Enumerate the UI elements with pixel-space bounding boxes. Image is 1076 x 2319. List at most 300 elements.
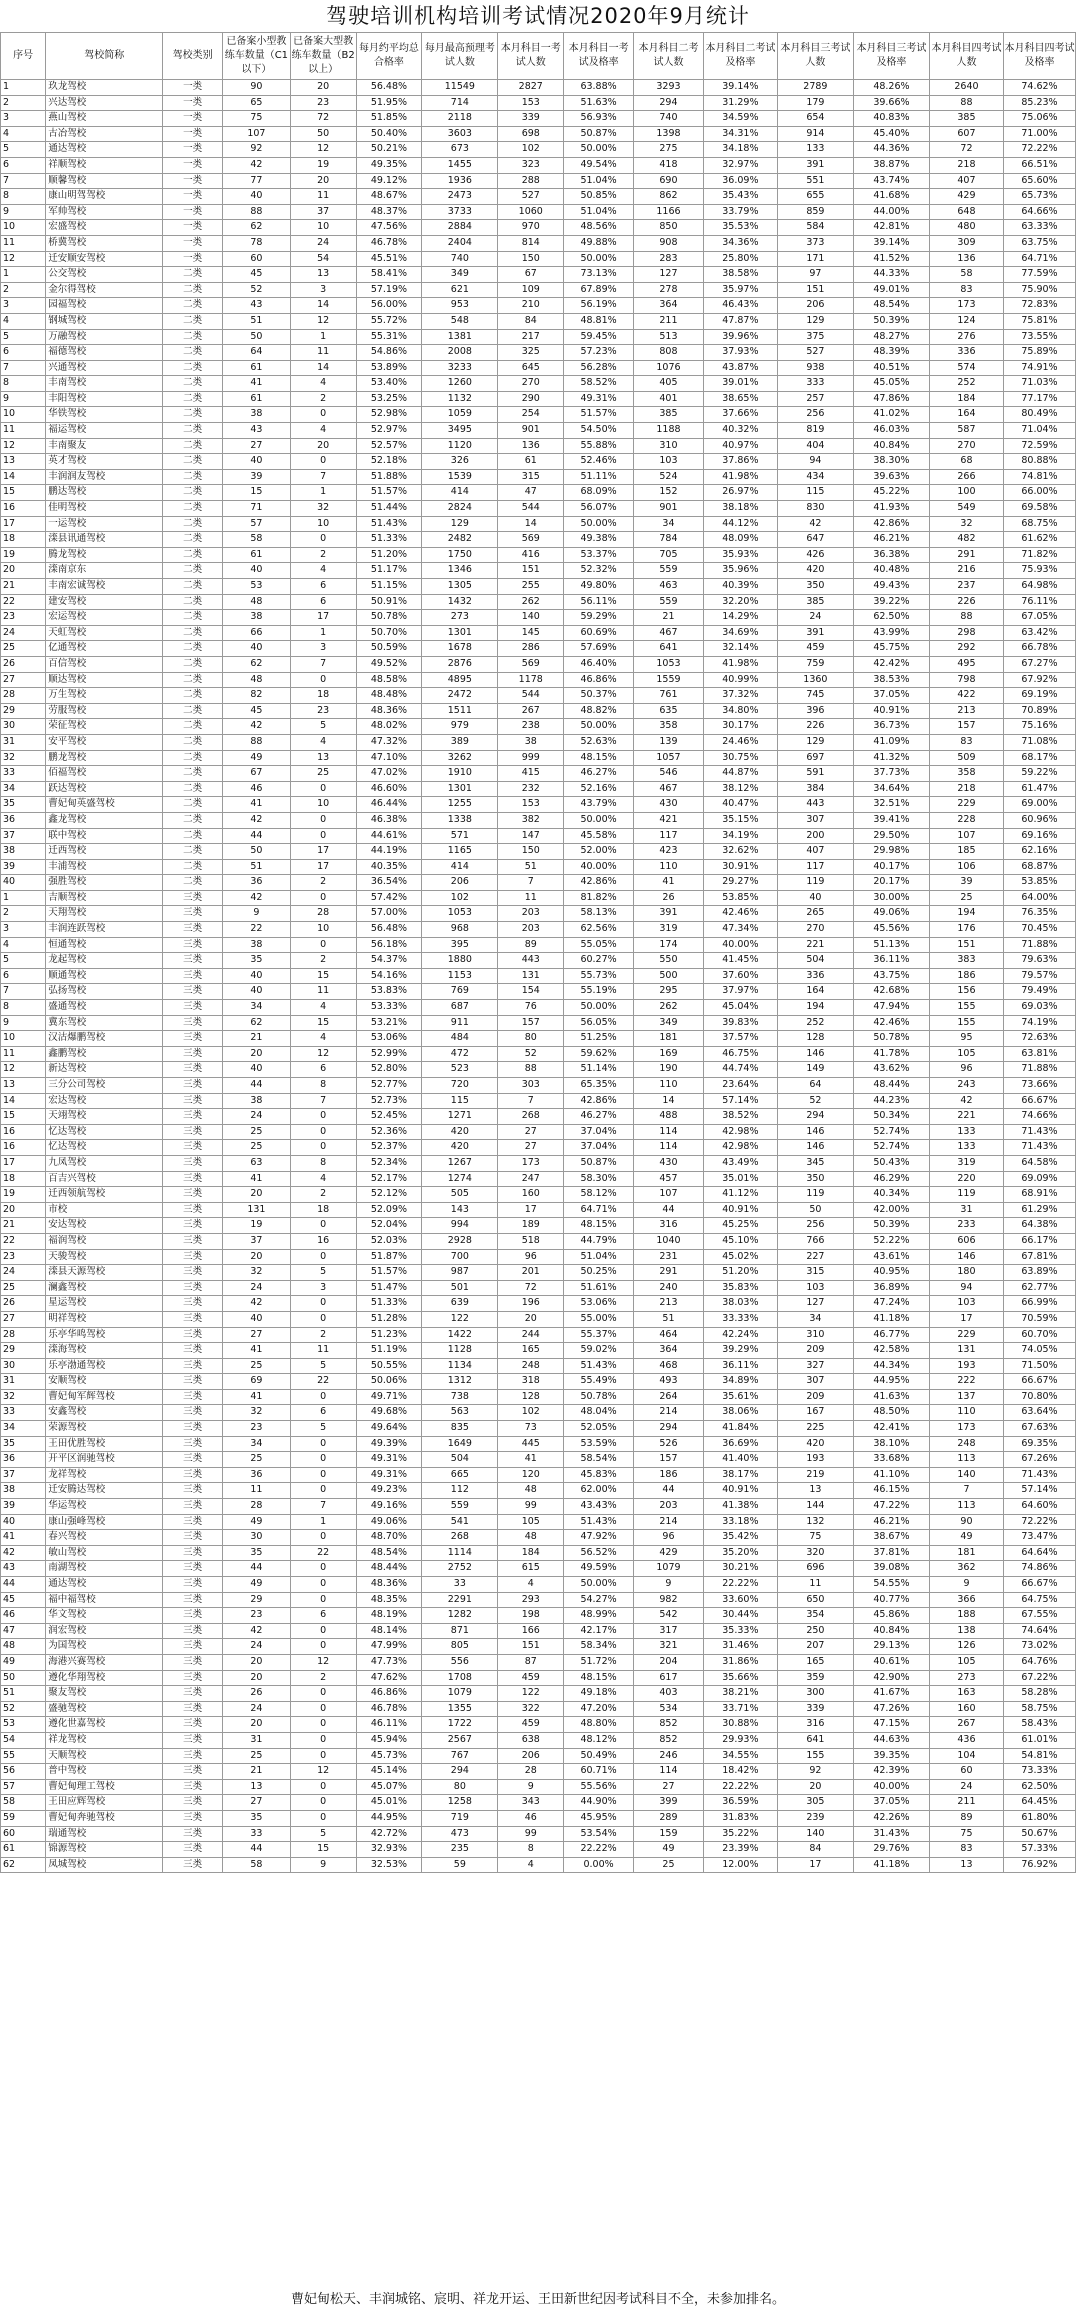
table-cell: 22.22% [703,1779,777,1795]
table-cell: 77 [222,173,290,189]
table-cell: 兴达驾校 [46,95,163,111]
table-cell: 50.00% [564,516,634,532]
table-cell: 滦县天源驾校 [46,1265,163,1281]
table-cell: 151 [777,282,853,298]
table-cell: 48.44% [853,1078,929,1094]
table-cell: 55.56% [564,1779,634,1795]
table-cell: 354 [777,1608,853,1624]
table-cell: 华运驾校 [46,1499,163,1515]
table-cell: 254 [498,407,564,423]
table-cell: 49.31% [356,1452,422,1468]
table-cell: 43.75% [853,968,929,984]
table-cell: 三类 [163,984,223,1000]
table-cell: 18 [1,1171,46,1187]
table-cell: 5 [290,1265,356,1281]
table-cell: 79.57% [1003,968,1075,984]
table-row [1,828,1076,844]
table-cell: 139 [634,734,704,750]
table-cell: 77.59% [1003,267,1075,283]
table-cell: 68 [929,454,1003,470]
table-cell: 87 [498,1654,564,1670]
table-row [1,1732,1076,1748]
table-cell: 384 [777,781,853,797]
table-cell: 482 [929,532,1003,548]
table-cell: 766 [777,1233,853,1249]
table-cell: 805 [422,1639,498,1655]
table-row [1,1592,1076,1608]
table-cell: 5 [290,1421,356,1437]
table-cell: 268 [422,1530,498,1546]
table-cell: 420 [422,1140,498,1156]
table-cell: 85.23% [1003,95,1075,111]
table-cell: 48.12% [564,1732,634,1748]
table-cell: 459 [498,1717,564,1733]
table-cell: 1258 [422,1795,498,1811]
table-cell: 493 [634,1374,704,1390]
table-cell: 53.89% [356,360,422,376]
table-row [1,1093,1076,1109]
table-cell: 859 [777,204,853,220]
table-cell: 34 [634,516,704,532]
table-cell: 三类 [163,1000,223,1016]
table-cell: 13 [222,1779,290,1795]
table-cell: 38 [222,937,290,953]
table-cell: 73 [498,1421,564,1437]
table-cell: 203 [498,906,564,922]
table-cell: 150 [498,844,564,860]
table-cell: 三类 [163,1608,223,1624]
table-cell: 696 [777,1561,853,1577]
table-cell: 50.39% [853,1218,929,1234]
table-cell: 51.20% [703,1265,777,1281]
table-cell: 三类 [163,1467,223,1483]
table-cell: 1178 [498,672,564,688]
table-cell: 994 [422,1218,498,1234]
table-row [1,501,1076,517]
table-cell: 1053 [634,656,704,672]
table-cell: 336 [777,968,853,984]
table-cell: 16 [1,1124,46,1140]
table-cell: 51.28% [356,1311,422,1327]
table-cell: 559 [634,563,704,579]
table-cell: 39.41% [853,812,929,828]
table-row [1,220,1076,236]
table-cell: 350 [777,1171,853,1187]
table-cell: 二类 [163,532,223,548]
table-cell: 429 [929,189,1003,205]
table-cell: 292 [929,641,1003,657]
table-cell: 50.49% [564,1748,634,1764]
table-cell: 207 [777,1639,853,1655]
table-cell: 40.83% [853,111,929,127]
table-cell: 11 [1,1046,46,1062]
table-cell: 333 [777,376,853,392]
table-cell: 49.80% [564,579,634,595]
table-cell: 67.22% [1003,1670,1075,1686]
table-cell: 415 [498,766,564,782]
table-cell: 25 [1,641,46,657]
table-cell: 8 [1,1000,46,1016]
table-cell: 52 [498,1046,564,1062]
table-cell: 15 [222,485,290,501]
table-cell: 58.28% [1003,1686,1075,1702]
table-cell: 155 [929,1015,1003,1031]
table-cell: 二类 [163,875,223,891]
table-cell: 59.62% [564,1046,634,1062]
table-cell: 三类 [163,937,223,953]
table-cell: 0 [290,1249,356,1265]
table-cell: 46.21% [853,1514,929,1530]
table-cell: 534 [634,1701,704,1717]
table-row [1,1577,1076,1593]
table-cell: 246 [634,1748,704,1764]
table-cell: 49.38% [564,532,634,548]
table-cell: 250 [777,1623,853,1639]
table-cell: 曹妃甸军辉驾校 [46,1389,163,1405]
table-cell: 420 [777,563,853,579]
table-cell: 52.09% [356,1202,422,1218]
table-cell: 公交驾校 [46,267,163,283]
table-cell: 49.52% [356,656,422,672]
table-cell: 61.62% [1003,532,1075,548]
table-cell: 37.32% [703,688,777,704]
table-cell: 10 [290,516,356,532]
table-cell: 49.06% [853,906,929,922]
table-cell: 42.68% [853,984,929,1000]
table-cell: 46 [1,1608,46,1624]
table-cell: 75.06% [1003,111,1075,127]
table-cell: 35.22% [703,1826,777,1842]
table-cell: 11 [290,984,356,1000]
table-cell: 51 [222,859,290,875]
table-cell: 88 [498,1062,564,1078]
table-cell: 忆达驾校 [46,1140,163,1156]
table-cell: 58 [929,267,1003,283]
table-cell: 49.59% [564,1561,634,1577]
table-cell: 35 [222,953,290,969]
table-cell: 67 [498,267,564,283]
table-cell: 1432 [422,594,498,610]
table-cell: 51 [634,1311,704,1327]
table-cell: 华铁驾校 [46,407,163,423]
table-cell: 798 [929,672,1003,688]
table-cell: 243 [929,1078,1003,1094]
table-cell: 64.71% [564,1202,634,1218]
table-row [1,1717,1076,1733]
table-cell: 军帅驾校 [46,204,163,220]
table-cell: 66.67% [1003,1374,1075,1390]
table-cell: 滦南京东 [46,563,163,579]
table-cell: 339 [498,111,564,127]
table-cell: 1381 [422,329,498,345]
table-cell: 457 [634,1171,704,1187]
table-cell: 429 [634,1545,704,1561]
table-cell: 73.13% [564,267,634,283]
table-cell: 26 [1,1296,46,1312]
table-cell: 665 [422,1467,498,1483]
table-cell: 5 [290,1358,356,1374]
table-cell: 20 [222,1187,290,1203]
table-cell: 23 [290,95,356,111]
table-cell: 262 [634,1000,704,1016]
table-cell: 47.94% [853,1000,929,1016]
table-cell: 二类 [163,267,223,283]
table-cell: 407 [777,844,853,860]
table-cell: 48.37% [356,204,422,220]
table-cell: 二类 [163,376,223,392]
table-cell: 89 [498,937,564,953]
table-cell: 14 [1,469,46,485]
table-cell: 914 [777,126,853,142]
table-cell: 268 [498,1109,564,1125]
table-cell: 75.90% [1003,282,1075,298]
table-cell: 31.43% [853,1826,929,1842]
table-cell: 为国驾校 [46,1639,163,1655]
table-cell: 汉沽爆鹏驾校 [46,1031,163,1047]
table-cell: 294 [634,95,704,111]
table-cell: 25.80% [703,251,777,267]
table-cell: 三类 [163,1296,223,1312]
column-header: 已备案小型教练车数量（C1以下） [222,33,290,80]
table-cell: 57 [222,516,290,532]
table-cell: 0 [290,1717,356,1733]
table-cell: 41.12% [703,1187,777,1203]
table-cell: 25 [290,766,356,782]
table-cell: 2 [290,953,356,969]
table-cell: 687 [422,1000,498,1016]
table-cell: 龙祥驾校 [46,1467,163,1483]
table-cell: 373 [777,235,853,251]
table-cell: 51 [222,313,290,329]
table-cell: 119 [777,1187,853,1203]
table-cell: 33 [422,1577,498,1593]
table-cell: 54.50% [564,423,634,439]
table-cell: 102 [422,890,498,906]
table-cell: 53.83% [356,984,422,1000]
table-cell: 232 [498,781,564,797]
table-cell: 74.05% [1003,1343,1075,1359]
table-cell: 50.43% [853,1155,929,1171]
table-cell: 174 [634,937,704,953]
table-cell: 76.92% [1003,1857,1075,1873]
table-cell: 2752 [422,1561,498,1577]
table-cell: 75.81% [1003,313,1075,329]
table-cell: 三类 [163,1093,223,1109]
table-cell: 2 [290,547,356,563]
table-cell: 359 [777,1670,853,1686]
table-cell: 50.70% [356,625,422,641]
table-cell: 0 [290,812,356,828]
table-cell: 8 [498,1842,564,1858]
table-cell: 45.94% [356,1732,422,1748]
table-cell: 32.53% [356,1857,422,1873]
table-cell: 218 [929,157,1003,173]
table-cell: 龙起驾校 [46,953,163,969]
table-row [1,1499,1076,1515]
table-cell: 166 [498,1623,564,1639]
table-cell: 47.15% [853,1717,929,1733]
table-cell: 81.82% [564,890,634,906]
table-row [1,875,1076,891]
table-cell: 12 [290,313,356,329]
table-cell: 20 [498,1311,564,1327]
table-cell: 591 [777,766,853,782]
table-cell: 39 [929,875,1003,891]
table-cell: 467 [634,781,704,797]
table-cell: 615 [498,1561,564,1577]
table-cell: 54 [1,1732,46,1748]
table-cell: 105 [929,1654,1003,1670]
table-cell: 44.61% [356,828,422,844]
table-cell: 18 [290,1202,356,1218]
table-cell: 473 [422,1826,498,1842]
table-cell: 7 [929,1483,1003,1499]
table-cell: 654 [777,111,853,127]
table-cell: 42.46% [853,1015,929,1031]
table-cell: 2640 [929,80,1003,96]
table-cell: 42 [222,719,290,735]
table-cell: 31.29% [703,95,777,111]
table-cell: 155 [929,1000,1003,1016]
table-cell: 40.91% [703,1483,777,1499]
table-cell: 0 [290,532,356,548]
table-cell: 74.19% [1003,1015,1075,1031]
table-cell: 391 [634,906,704,922]
table-cell: 64 [222,345,290,361]
table-cell: 399 [634,1795,704,1811]
table-cell: 53.59% [564,1436,634,1452]
table-cell: 47 [1,1623,46,1639]
table-cell: 196 [498,1296,564,1312]
table-cell: 587 [929,423,1003,439]
table-cell: 44 [634,1483,704,1499]
table-cell: 52.18% [356,454,422,470]
table-cell: 137 [929,1389,1003,1405]
table-cell: 29.13% [853,1639,929,1655]
table-cell: 福润驾校 [46,1233,163,1249]
table-cell: 40 [222,641,290,657]
table-cell: 二类 [163,828,223,844]
table-cell: 49.68% [356,1405,422,1421]
table-cell: 21 [1,579,46,595]
table-cell: 82 [222,688,290,704]
table-cell: 一类 [163,220,223,236]
table-cell: 43 [222,298,290,314]
table-cell: 104 [929,1748,1003,1764]
table-cell: 丰浦驾校 [46,859,163,875]
table-cell: 559 [634,594,704,610]
table-cell: 50 [290,126,356,142]
table-cell: 71.88% [1003,1062,1075,1078]
table-cell: 343 [498,1795,564,1811]
table-cell: 52.37% [356,1140,422,1156]
table-cell: 617 [634,1670,704,1686]
table-cell: 34.59% [703,111,777,127]
table-cell: 113 [929,1452,1003,1468]
table-cell: 316 [634,1218,704,1234]
table-cell: 13 [777,1483,853,1499]
table-cell: 40 [222,1311,290,1327]
table-cell: 64.58% [1003,1155,1075,1171]
table-cell: 422 [929,688,1003,704]
table-row [1,329,1076,345]
table-cell: 44.12% [703,516,777,532]
table-cell: 二类 [163,672,223,688]
table-cell: 26 [634,890,704,906]
table-cell: 14 [290,298,356,314]
table-cell: 福中福驾校 [46,1592,163,1608]
table-cell: 43.62% [853,1062,929,1078]
table-cell: 42.17% [564,1623,634,1639]
table-cell: 英才驾校 [46,454,163,470]
table-cell: 970 [498,220,564,236]
table-cell: 56.28% [564,360,634,376]
table-cell: 56.05% [564,1015,634,1031]
table-cell: 62 [222,656,290,672]
table-cell: 41.40% [703,1452,777,1468]
table-cell: 45.10% [703,1233,777,1249]
table-cell: 11 [498,890,564,906]
table-cell: 43.99% [853,625,929,641]
table-cell: 51.19% [356,1343,422,1359]
table-cell: 40.35% [356,859,422,875]
table-cell: 二类 [163,469,223,485]
table-cell: 194 [929,906,1003,922]
table-cell: 472 [422,1046,498,1062]
table-cell: 49.31% [564,391,634,407]
table-cell: 7 [290,469,356,485]
table-cell: 41 [222,1389,290,1405]
table-cell: 901 [634,501,704,517]
table-cell: 三类 [163,1670,223,1686]
table-cell: 39.14% [853,235,929,251]
column-header: 序号 [1,33,46,80]
table-cell: 13 [929,1857,1003,1873]
table-cell: 114 [634,1140,704,1156]
table-cell: 二类 [163,329,223,345]
table-cell: 50.78% [853,1031,929,1047]
table-cell: 53.06% [564,1296,634,1312]
table-cell: 7 [290,1093,356,1109]
table-cell: 140 [498,610,564,626]
table-cell: 265 [777,906,853,922]
table-cell: 46.78% [356,235,422,251]
table-cell: 97 [777,267,853,283]
table-cell: 53.37% [564,547,634,563]
table-cell: 430 [634,1155,704,1171]
table-cell: 69.09% [1003,1171,1075,1187]
table-cell: 三类 [163,1452,223,1468]
table-cell: 17 [290,610,356,626]
table-cell: 57.19% [356,282,422,298]
table-cell: 61.01% [1003,1732,1075,1748]
table-cell: 103 [929,1296,1003,1312]
table-cell: 0 [290,454,356,470]
table-cell: 三类 [163,1857,223,1873]
table-cell: 38 [1,844,46,860]
table-cell: 41.84% [703,1421,777,1437]
table-cell: 二类 [163,313,223,329]
table-cell: 35.83% [703,1280,777,1296]
table-cell: 294 [422,1764,498,1780]
table-cell: 46.75% [703,1046,777,1062]
table-cell: 62 [1,1857,46,1873]
table-row [1,703,1076,719]
table-cell: 42.86% [564,1093,634,1109]
table-cell: 荣源驾校 [46,1421,163,1437]
table-cell: 18 [290,688,356,704]
table-cell: 89 [929,1810,1003,1826]
